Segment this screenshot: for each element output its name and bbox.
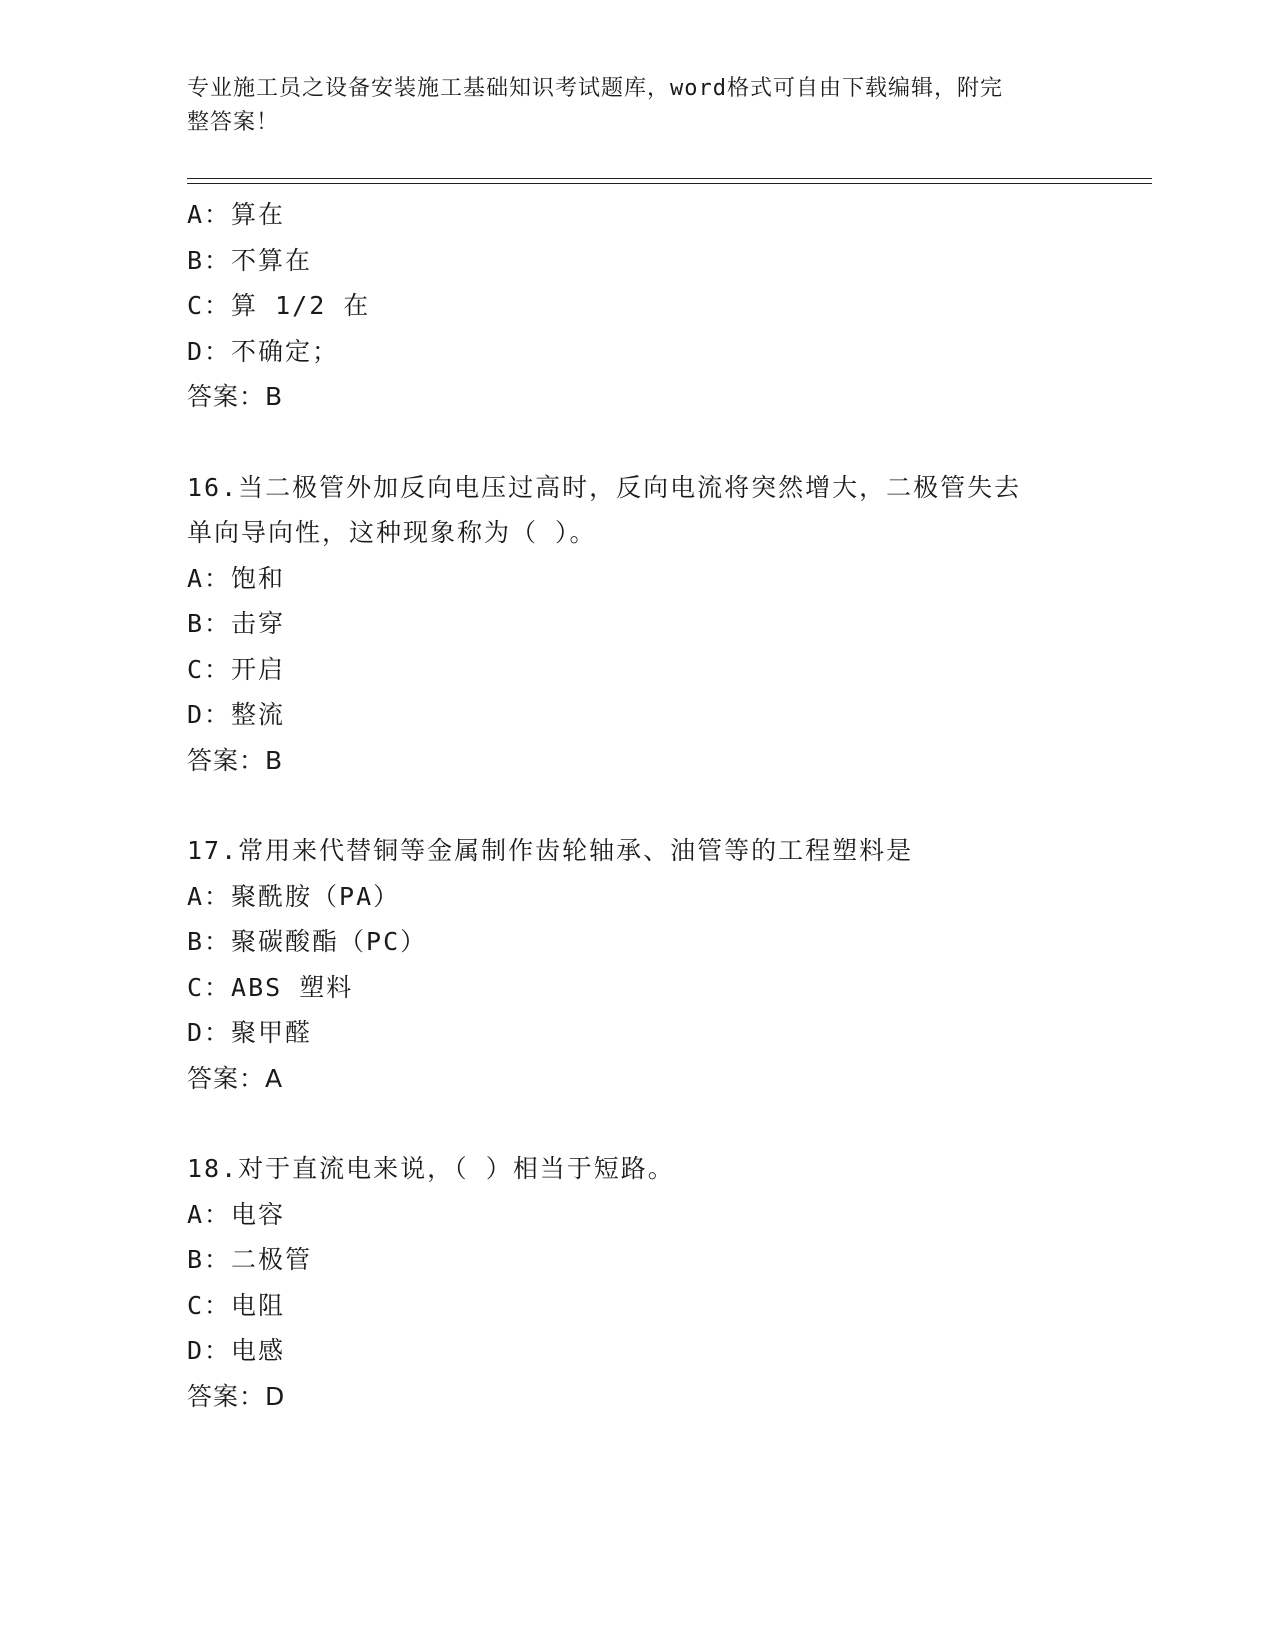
option-c: C：ABS 塑料	[187, 972, 354, 1002]
question-stem-line-1: 18.对于直流电来说，（ ）相当于短路。	[187, 1154, 675, 1183]
answer-label: 答案：A	[187, 1063, 284, 1093]
option-a: A：电容	[187, 1199, 286, 1229]
question-stem-line-2: 单向导向性，这种现象称为（ ）。	[187, 518, 597, 547]
option-a: A：饱和	[187, 563, 286, 593]
question-stem-line-1: 16.当二极管外加反向电压过高时，反向电流将突然增大，二极管失去	[187, 472, 1022, 502]
option-b: B：二极管	[187, 1245, 313, 1274]
question-block-16	[187, 465, 1087, 784]
option-b: B：击穿	[187, 609, 286, 638]
header-line-2: 整答案！	[187, 110, 280, 135]
option-c: C：电阻	[187, 1290, 286, 1320]
answer-label: 答案：D	[187, 1381, 286, 1411]
option-b: B：聚碳酸酯（PC）	[187, 927, 428, 956]
answer-label: 答案：B	[187, 745, 284, 775]
header-rule-bottom	[187, 183, 1152, 184]
option-d: D：电感	[187, 1336, 286, 1365]
header-line-1: 专业施工员之设备安装施工基础知识考试题库，word格式可自由下载编辑，附完	[187, 76, 1003, 101]
answer-label: 答案：B	[187, 382, 284, 411]
question-list	[187, 192, 1087, 1419]
header-rule-top	[187, 178, 1152, 179]
option-a: A：聚酰胺（PA）	[187, 881, 401, 911]
option-c: C：开启	[187, 654, 286, 684]
question-stem-line-1: 17.常用来代替铜等金属制作齿轮轴承、油管等的工程塑料是	[187, 836, 914, 865]
option-a: A：算在	[187, 200, 286, 229]
document-header	[187, 72, 1067, 140]
option-c: C：算 1/2 在	[187, 291, 371, 320]
question-block-18	[187, 1146, 1087, 1419]
option-d: D：不确定；	[187, 336, 340, 366]
question-block-15	[187, 192, 1087, 420]
option-d: D：整流	[187, 700, 286, 729]
option-b: B：不算在	[187, 245, 313, 275]
option-d: D：聚甲醛	[187, 1018, 313, 1047]
question-block-17	[187, 828, 1087, 1101]
